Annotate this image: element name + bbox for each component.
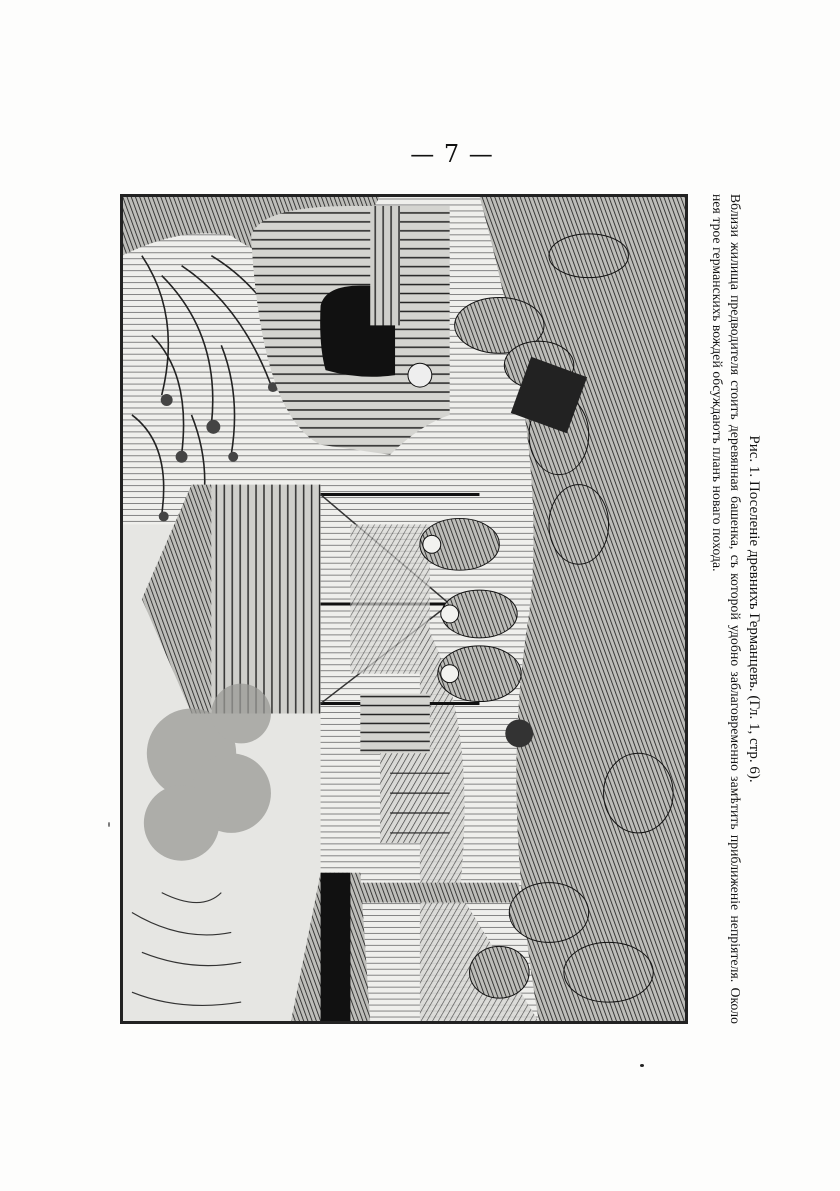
engraving-drawing xyxy=(122,196,686,1022)
figure-caption xyxy=(704,194,764,1024)
engraving-illustration xyxy=(120,194,688,1024)
caption-title: Рис. 1. Поселеніе древнихъ Германцевъ. (Гл. 1, стр. 6). xyxy=(746,435,762,783)
page-number: — 7 — xyxy=(410,140,494,168)
caption-body: Вблизи жилища предводителя стоитъ деревянная башенка, съ которой удобно заблаговременно замѣтить приближеніе непріятеля. Около нея трое германскихъ вождей обсуждаютъ планъ новаго похода. xyxy=(710,194,743,1024)
